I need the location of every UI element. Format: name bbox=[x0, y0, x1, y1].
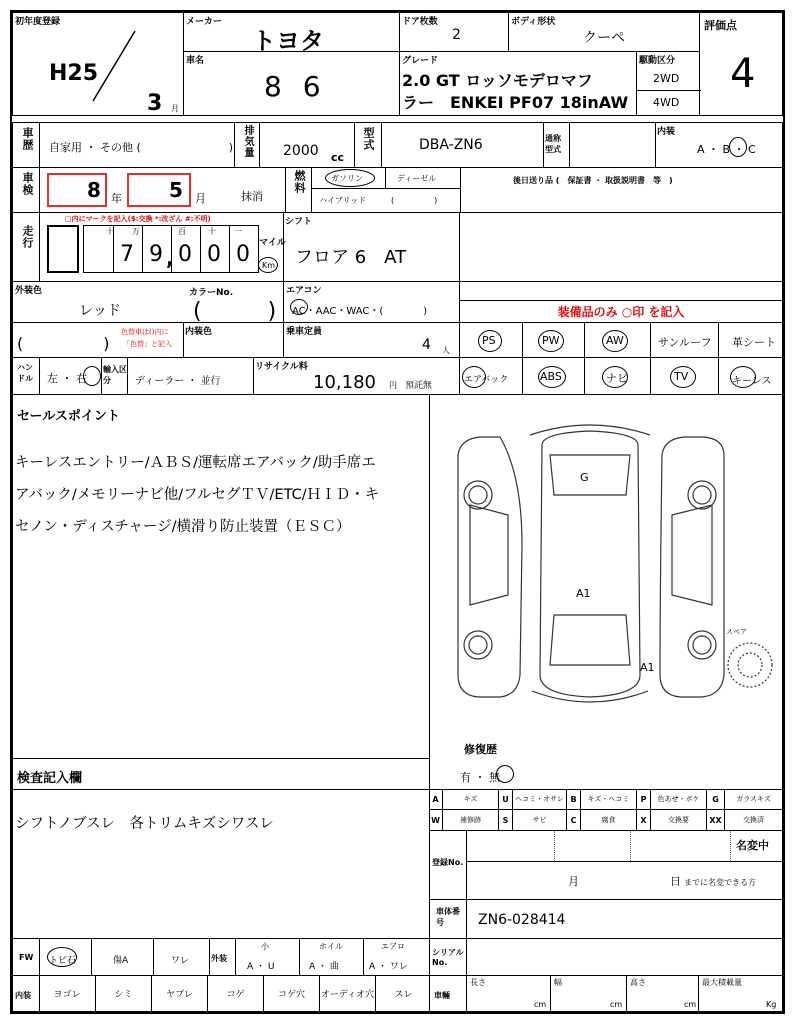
repair-none-circle bbox=[496, 765, 514, 783]
color-change-value: ( ) bbox=[17, 334, 110, 353]
mileage-digit: 0 bbox=[178, 242, 192, 267]
interior-item: コゲ穴 bbox=[263, 976, 319, 1011]
legend-code: C bbox=[567, 810, 581, 831]
mileage-label: 走行 bbox=[21, 225, 34, 249]
legend-code: B bbox=[567, 789, 581, 810]
name-change-label: 名変中 bbox=[736, 839, 769, 852]
capacity-value: 4 bbox=[422, 337, 431, 353]
length-unit: cm bbox=[534, 1000, 547, 1009]
equip-tv-circle bbox=[670, 366, 696, 388]
legend-desc: サビ bbox=[513, 810, 567, 831]
capacity-unit: 人 bbox=[442, 346, 450, 355]
color-change-note1: 色替車は()内に bbox=[121, 328, 169, 336]
inspection-cancel: 抹消 bbox=[241, 190, 263, 203]
reg-month-unit-label: 月 bbox=[568, 875, 579, 888]
length-label: 長さ bbox=[470, 978, 486, 987]
ext-value-3: A ・ ワレ bbox=[369, 962, 408, 972]
recycle-label: リサイクル料 bbox=[255, 362, 308, 372]
notes-title: 検査記入欄 bbox=[17, 771, 83, 786]
wheel-fl-hub bbox=[469, 486, 487, 504]
drive-label: 駆動区分 bbox=[639, 56, 676, 66]
equip-ps-circle bbox=[478, 330, 502, 352]
type-label: 型式 bbox=[362, 127, 375, 151]
later-items: 後日送り品 ( 保証書 ・ 取扱説明書 等 ) bbox=[513, 176, 673, 185]
unit-km: Km bbox=[262, 261, 276, 270]
unit-label: 一 bbox=[234, 227, 242, 236]
car-top-view bbox=[540, 431, 640, 697]
interior-grade-circle bbox=[729, 137, 747, 157]
recycle-deposit: 預託無 bbox=[405, 381, 433, 391]
notes-header bbox=[12, 758, 430, 790]
unit-km-circle bbox=[258, 257, 278, 273]
recycle-value: 10,180 bbox=[313, 372, 376, 393]
reg-day-unit-label: 日 bbox=[670, 875, 681, 888]
body-box bbox=[508, 12, 700, 52]
equip-sunroof: サンルーフ bbox=[658, 336, 712, 349]
repair-label: 修復歴 bbox=[464, 743, 497, 756]
serial-box bbox=[429, 938, 783, 976]
car-front-bumper bbox=[530, 425, 650, 435]
wheel-fl bbox=[464, 481, 492, 509]
unit-label: 万 bbox=[132, 227, 140, 236]
capacity-box bbox=[283, 322, 460, 358]
sales-line-3: セノン・ディスチャージ/横滑り防止装置（ＥＳＣ） bbox=[15, 519, 351, 535]
height-label: 高さ bbox=[630, 978, 646, 987]
inspection-label: 車検 bbox=[21, 172, 34, 196]
interior-color-label: 内装色 bbox=[185, 327, 213, 337]
equip-abs: ABS bbox=[540, 370, 562, 383]
model-label: 車名 bbox=[186, 56, 205, 66]
legend-desc: キズ bbox=[443, 789, 499, 810]
mileage-digit: 0 bbox=[207, 242, 221, 267]
inspection-month: 5 bbox=[169, 178, 183, 202]
legend-code: X bbox=[637, 810, 651, 831]
mark-a1-side: A1 bbox=[640, 661, 655, 674]
wheel-rr-hub bbox=[693, 636, 711, 654]
grade-label: グレード bbox=[402, 56, 439, 66]
exterior-color-value: レッド bbox=[79, 303, 121, 319]
handle-label: ハンドル bbox=[17, 363, 33, 383]
mileage-digit: 9 bbox=[149, 242, 163, 267]
reg-year: H25 bbox=[49, 61, 99, 86]
notes-text: シフトノブスレ 各トリムキズシワスレ bbox=[15, 816, 274, 832]
car-left-side bbox=[458, 437, 522, 697]
handle-right-circle bbox=[83, 366, 101, 386]
equip-keyless: キーレス bbox=[732, 376, 772, 387]
handle-row bbox=[12, 357, 460, 395]
mileage-digits-box bbox=[83, 225, 259, 273]
color-no-value: ( ) bbox=[193, 299, 277, 324]
grade-box bbox=[399, 51, 637, 116]
first-registration-box bbox=[12, 12, 184, 116]
import-value: ディーラー ・ 並行 bbox=[135, 376, 221, 387]
mileage-note: □内にマークを記入($:交換 *:改ざん #:不明) bbox=[65, 215, 211, 223]
ac-label: エアコン bbox=[286, 286, 322, 296]
legend-desc: ヘコミ・オサレ bbox=[513, 789, 567, 810]
equip-header-text: 装備品のみ ○印 を記入 bbox=[557, 305, 685, 319]
equip-tv: TV bbox=[674, 370, 689, 383]
wheel-rr bbox=[688, 631, 716, 659]
equip-navi: ナビ bbox=[606, 372, 628, 385]
inspection-row bbox=[12, 167, 783, 213]
interior-item: スレ bbox=[375, 976, 431, 1011]
reg-month: 3 bbox=[147, 91, 163, 116]
equip-row-2 bbox=[459, 357, 783, 395]
equip-row-1 bbox=[459, 322, 783, 358]
int-label: 内装 bbox=[15, 991, 31, 1000]
sales-line-1: キーレスエントリー/ＡＢＳ/運転席エアバック/助手席エ bbox=[15, 455, 376, 471]
legend-desc: キズ・ヘコミ bbox=[581, 789, 637, 810]
legend-code: G bbox=[707, 789, 725, 810]
unit-label: 十 bbox=[208, 227, 216, 236]
fw-item-1: トビ石 bbox=[49, 956, 77, 966]
legend-desc: 腐食 bbox=[581, 810, 637, 831]
mileage-comma: , bbox=[166, 246, 174, 270]
legend-code: XX bbox=[707, 810, 725, 831]
equip-airbag-circle bbox=[462, 366, 486, 388]
type-value: DBA-ZN6 bbox=[419, 137, 483, 153]
legend-desc: 補修跡 bbox=[443, 810, 499, 831]
maker-label: メーカー bbox=[186, 17, 222, 27]
legend-code: S bbox=[499, 810, 513, 831]
inspection-year-unit: 年 bbox=[111, 192, 122, 205]
fw-item-2: 傷A bbox=[113, 956, 129, 966]
legend-desc: 交換要 bbox=[651, 810, 707, 831]
fw-row bbox=[12, 938, 430, 976]
car-diagram bbox=[430, 395, 784, 791]
maxload-unit: Kg bbox=[766, 1000, 777, 1009]
ac-value: AC・AAC・WAC・( ) bbox=[292, 306, 428, 317]
common-type-label: 通称型式 bbox=[545, 134, 561, 154]
legend-desc: 色あせ・ボケ bbox=[651, 789, 707, 810]
wheel-fr-hub bbox=[693, 486, 711, 504]
equip-aw: AW bbox=[606, 334, 624, 347]
damage-legend bbox=[429, 789, 783, 831]
score-box bbox=[699, 12, 783, 116]
interior-item: ヤブレ bbox=[151, 976, 207, 1011]
mileage-row bbox=[12, 212, 460, 282]
capacity-label: 乗車定員 bbox=[286, 327, 323, 337]
exterior-color-box bbox=[12, 281, 284, 323]
spare-tire-inner bbox=[738, 653, 762, 677]
legend-code: P bbox=[637, 789, 651, 810]
mileage-digit: 7 bbox=[120, 242, 134, 267]
car-right-doors bbox=[672, 505, 712, 605]
later-items-box bbox=[459, 212, 783, 282]
shift-label: シフト bbox=[285, 217, 313, 227]
legend-code: W bbox=[429, 810, 443, 831]
equip-leather: 革シート bbox=[732, 336, 776, 349]
unit-label: 百 bbox=[178, 227, 186, 236]
legend-code: A bbox=[429, 789, 443, 810]
doors-value: 2 bbox=[452, 27, 461, 43]
legend-desc: 交換済 bbox=[725, 810, 783, 831]
equip-navi-circle bbox=[602, 366, 628, 388]
model-value: 8 6 bbox=[264, 70, 327, 103]
sales-point-box bbox=[12, 394, 430, 759]
fuel-label: 燃料 bbox=[293, 170, 306, 194]
import-label: 輸入区分 bbox=[103, 365, 127, 385]
ac-box bbox=[283, 281, 460, 323]
car-diagram-box bbox=[429, 394, 783, 790]
equip-pw-circle bbox=[538, 330, 564, 352]
body-label: ボディ形状 bbox=[511, 17, 556, 27]
interior-grade-value: A ・ B ・ C bbox=[697, 143, 756, 156]
legend-code: U bbox=[499, 789, 513, 810]
car-windshield bbox=[550, 455, 630, 495]
reg-month-unit: 月 bbox=[171, 104, 179, 113]
equip-airbag: エアバック bbox=[464, 375, 509, 385]
exterior-color-label: 外装色 bbox=[15, 286, 43, 296]
inspection-month-unit: 月 bbox=[195, 192, 206, 205]
score-value: 4 bbox=[730, 51, 756, 97]
car-left-doors bbox=[470, 505, 508, 605]
fw-item-3: ワレ bbox=[171, 956, 190, 966]
name-change-deadline: までに名変できる方 bbox=[684, 878, 756, 887]
equip-header bbox=[459, 300, 783, 323]
interior-item: ヨゴレ bbox=[53, 990, 81, 1000]
ext-header-3: エアロ bbox=[381, 942, 405, 951]
color-change-note2: 「色替」と記入 bbox=[123, 340, 172, 348]
interior-grade-label: 内装 bbox=[657, 127, 676, 137]
mileage-digit: 0 bbox=[236, 242, 250, 267]
ext-header-2: ホイル bbox=[319, 942, 343, 951]
width-label: 幅 bbox=[554, 978, 562, 987]
serial-label: シリアルNo. bbox=[432, 948, 464, 967]
fuel-hybrid: ハイブリッド bbox=[319, 196, 367, 205]
registration-no-label: 登録No. bbox=[432, 858, 464, 867]
color-change-box bbox=[12, 322, 284, 358]
fuel-gas: ガソリン bbox=[331, 174, 363, 183]
interior-item: オーディオ穴 bbox=[319, 976, 375, 1011]
repair-value: 有 ・ 無 bbox=[460, 771, 500, 784]
wheel-rl bbox=[464, 631, 492, 659]
fuel-diesel: ディーゼル bbox=[397, 174, 437, 183]
drive-2wd: 2WD bbox=[653, 72, 680, 85]
interior-items bbox=[39, 976, 431, 1011]
drive-4wd: 4WD bbox=[653, 96, 680, 109]
unit-label: 十 bbox=[106, 227, 114, 236]
fuel-other: ( ) bbox=[391, 196, 438, 205]
fuel-gas-circle bbox=[325, 169, 375, 187]
legend-desc: ガラスキズ bbox=[725, 789, 783, 810]
width-unit: cm bbox=[610, 1000, 623, 1009]
history-value: 自家用 ・ その他 ( ) bbox=[49, 141, 234, 154]
handle-value: 左 ・ 右 bbox=[47, 372, 87, 385]
doors-label: ドア枚数 bbox=[402, 17, 438, 27]
score-label: 評価点 bbox=[704, 19, 737, 32]
history-row bbox=[12, 122, 783, 168]
registration-box bbox=[429, 830, 783, 900]
chassis-number: ZN6-028414 bbox=[478, 912, 566, 928]
notes-box bbox=[12, 789, 430, 939]
ext-value-1: A ・ U bbox=[247, 962, 275, 972]
ext-value-2: A ・ 曲 bbox=[309, 962, 339, 972]
maxload-label: 最大積載量 bbox=[702, 978, 742, 987]
model-box bbox=[183, 51, 400, 116]
doors-box bbox=[399, 12, 509, 52]
interior-item: シミ bbox=[95, 976, 151, 1011]
grade-line2: ラー ENKEI PF07 18inAW bbox=[402, 93, 629, 112]
unit-mile: マイル bbox=[259, 238, 286, 248]
inspection-year: 8 bbox=[87, 178, 101, 202]
dims-box bbox=[429, 975, 783, 1012]
wheel-fr bbox=[688, 481, 716, 509]
maker-value: トヨタ bbox=[252, 27, 324, 55]
displacement-unit: cc bbox=[331, 151, 345, 164]
shift-value: フロア 6 AT bbox=[295, 247, 407, 268]
fw-label: FW bbox=[19, 953, 34, 962]
maker-box bbox=[183, 12, 400, 55]
inspection-sheet bbox=[10, 10, 785, 1014]
spare-label: スペア bbox=[726, 628, 747, 636]
equip-abs-circle bbox=[538, 366, 566, 388]
sales-title: セールスポイント bbox=[17, 409, 120, 424]
ac-circle bbox=[290, 299, 308, 315]
first-reg-label: 初年度登録 bbox=[15, 17, 61, 27]
recycle-unit: 円 bbox=[389, 381, 397, 390]
mark-a1-center: A1 bbox=[576, 587, 591, 600]
body-value: クーペ bbox=[583, 30, 625, 46]
equip-keyless-circle bbox=[730, 366, 756, 388]
wheel-rl-hub bbox=[469, 636, 487, 654]
fw-item-1-circle bbox=[47, 947, 77, 967]
car-right-side bbox=[660, 437, 724, 697]
ext-label: 外装 bbox=[211, 954, 227, 963]
equip-ps: PS bbox=[482, 334, 496, 347]
displacement-label: 排気量 bbox=[242, 125, 253, 158]
interior-row bbox=[12, 975, 430, 1012]
dims-label: 車輛 bbox=[434, 991, 450, 1000]
grade-line1: 2.0 GT ロッソモデロマフ bbox=[402, 71, 593, 90]
history-label: 車歴 bbox=[21, 127, 34, 151]
mileage-mark-box[interactable] bbox=[47, 225, 79, 273]
mark-g: G bbox=[580, 471, 589, 484]
car-rear-window bbox=[550, 615, 630, 665]
ext-header-1: 小 bbox=[261, 942, 269, 951]
height-unit: cm bbox=[684, 1000, 697, 1009]
sales-line-2: アバック/メモリーナビ他/フルセグＴＶ/ETC/ＨＩＤ・キ bbox=[15, 487, 380, 503]
chassis-box bbox=[429, 899, 783, 939]
equip-pw: PW bbox=[542, 334, 560, 347]
chassis-label: 車体番号 bbox=[436, 907, 460, 927]
interior-item: コゲ bbox=[207, 976, 263, 1011]
drive-box bbox=[636, 51, 700, 116]
spare-tire bbox=[728, 643, 772, 687]
displacement-value: 2000 bbox=[283, 143, 319, 159]
color-no-label: カラーNo. bbox=[189, 288, 234, 298]
equip-aw-circle bbox=[602, 330, 628, 352]
